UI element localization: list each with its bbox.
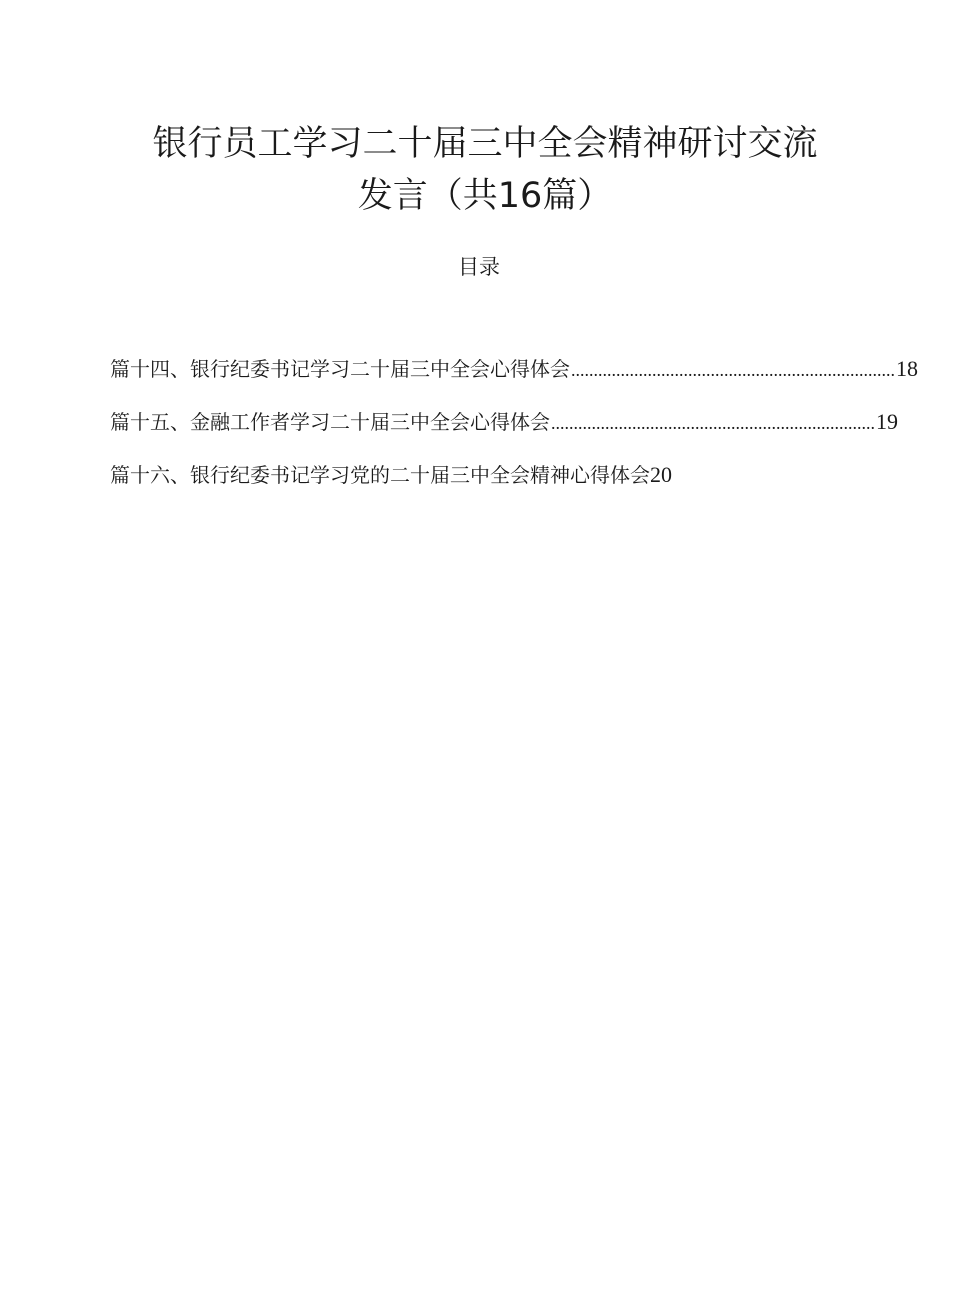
toc-entry-14[interactable]	[110, 354, 918, 384]
toc-page-number: 20	[650, 462, 672, 487]
toc-entry-title: 篇十六、银行纪委书记学习党的二十届三中全会精神心得体会	[110, 463, 650, 487]
toc-entry-title: 篇十五、金融工作者学习二十届三中全会心得体会	[110, 410, 550, 434]
document-title: 银行员工学习二十届三中全会精神研讨交流发言（共16篇）	[152, 124, 818, 216]
toc-page-number: 19	[876, 409, 898, 434]
toc-heading: 目录	[458, 255, 500, 279]
table-of-contents	[110, 354, 918, 513]
toc-dot-leader: ........................................................................	[551, 413, 875, 433]
toc-entry-15[interactable]	[110, 407, 898, 437]
toc-page-number: 18	[896, 356, 918, 381]
toc-entry-16[interactable]	[110, 460, 810, 490]
toc-dot-leader: ........................................................................	[571, 360, 895, 380]
toc-entry-title: 篇十四、银行纪委书记学习二十届三中全会心得体会	[110, 357, 570, 381]
